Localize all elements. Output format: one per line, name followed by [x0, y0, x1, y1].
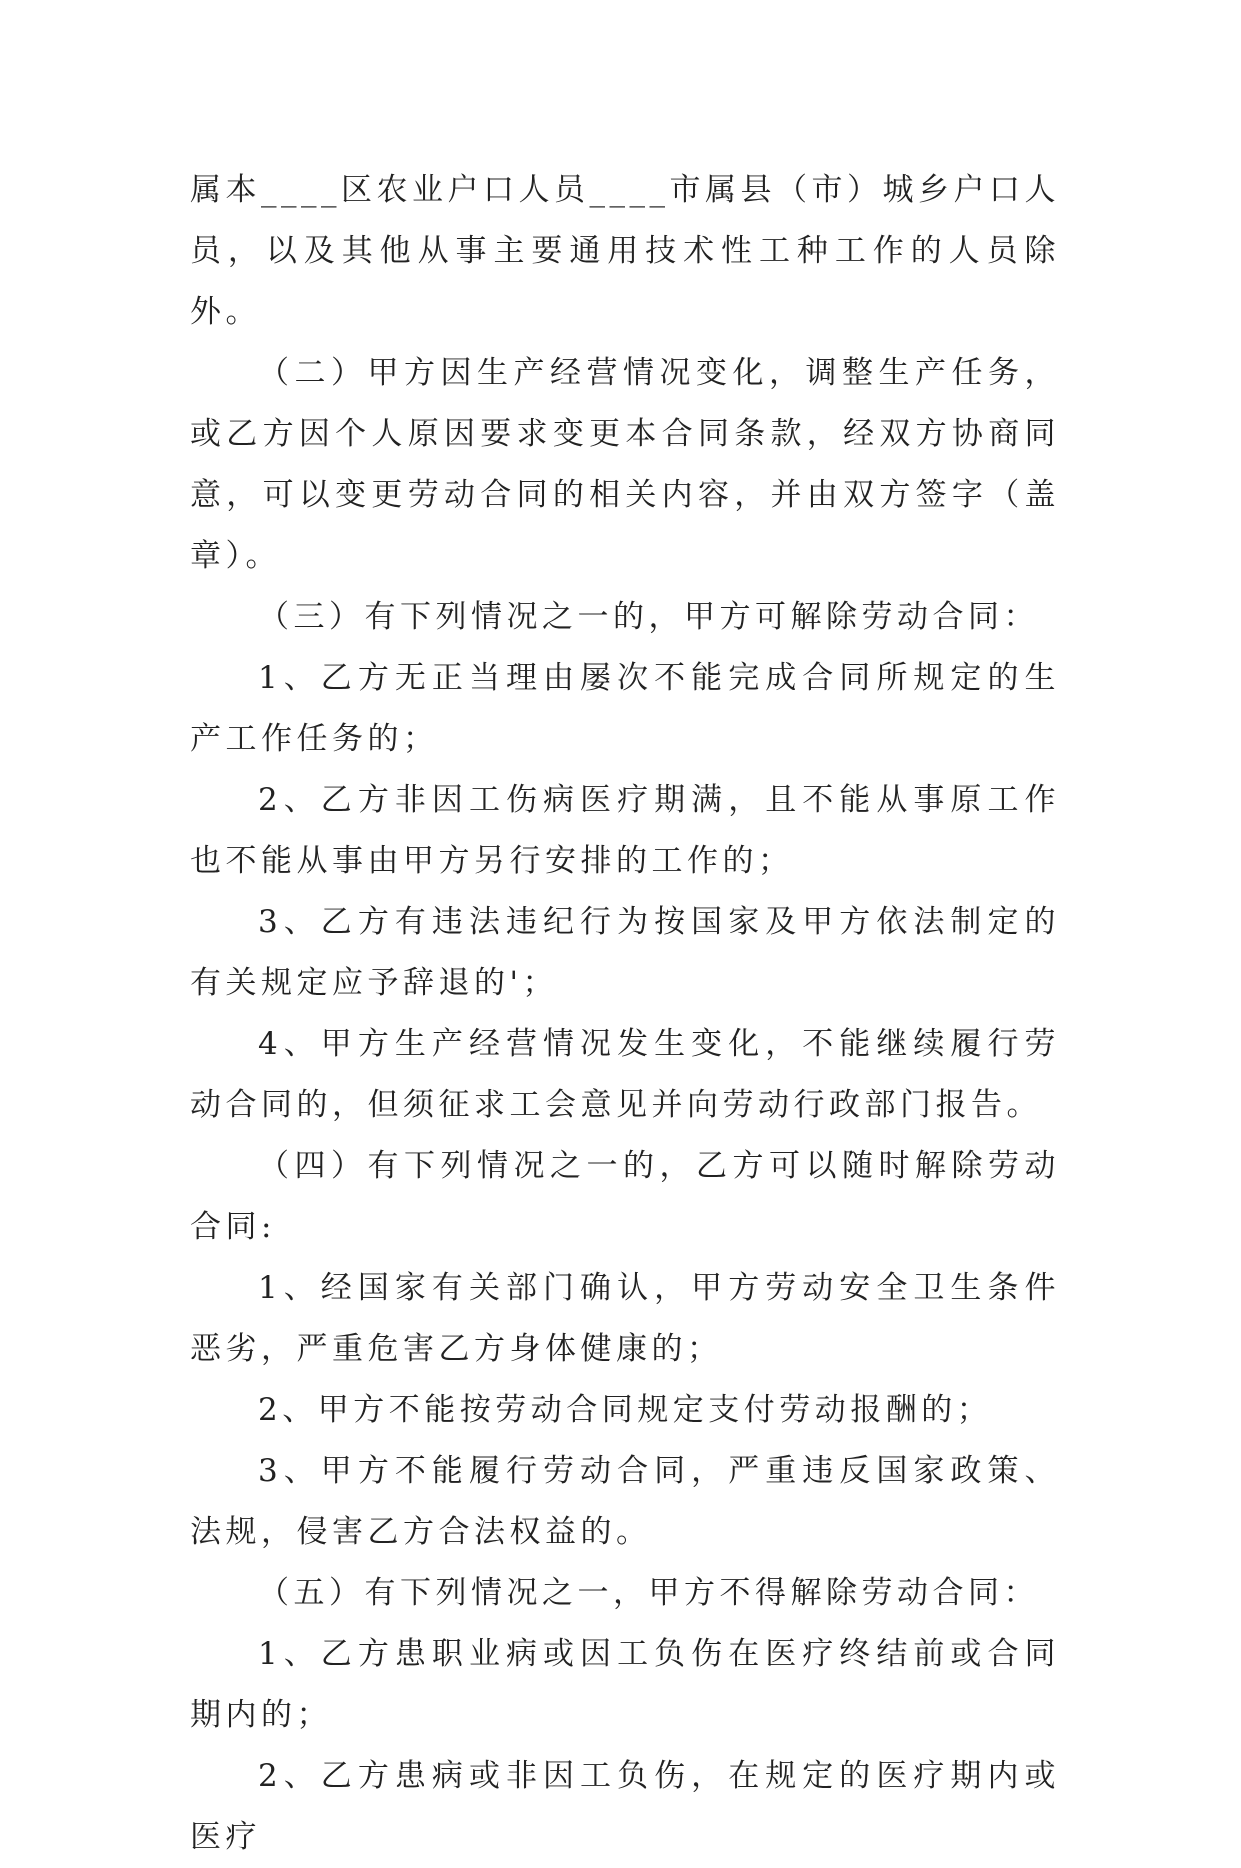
paragraph-clause-5-item-2: 2、乙方患病或非因工负伤，在规定的医疗期内或医疗	[190, 1758, 1060, 1855]
paragraph-clause-3-item-1: 1、乙方无正当理由屡次不能完成合同所规定的生产工作任务的；	[190, 660, 1060, 757]
paragraph-clause-4-item-2: 2、甲方不能按劳动合同规定支付劳动报酬的；	[258, 1392, 993, 1428]
document-body	[190, 160, 1060, 1868]
paragraph-clause-3: （三）有下列情况之一的，甲方可解除劳动合同：	[258, 599, 1039, 635]
paragraph-clause-3-item-3: 3、乙方有违法违纪行为按国家及甲方依法制定的有关规定应予辞退的'；	[190, 904, 1060, 1001]
paragraph-clause-5: （五）有下列情况之一，甲方不得解除劳动合同：	[258, 1575, 1039, 1611]
paragraph-clause-4-item-1: 1、经国家有关部门确认，甲方劳动安全卫生条件恶劣，严重危害乙方身体健康的；	[190, 1270, 1060, 1367]
paragraph-clause-5-item-1: 1、乙方患职业病或因工负伤在医疗终结前或合同期内的；	[190, 1636, 1060, 1733]
paragraph-clause-3-item-4: 4、甲方生产经营情况发生变化，不能继续履行劳动合同的，但须征求工会意见并向劳动行政部门报告。	[190, 1026, 1060, 1123]
paragraph-clause-2: （二）甲方因生产经营情况变化，调整生产任务，或乙方因个人原因要求变更本合同条款，经双方协商同意，可以变更劳动合同的相关内容，并由双方签字（盖章）。	[190, 355, 1060, 574]
paragraph-clause-3-item-2: 2、乙方非因工伤病医疗期满，且不能从事原工作也不能从事由甲方另行安排的工作的；	[190, 782, 1060, 879]
paragraph-continuation: 属本____区农业户口人员____市属县（市）城乡户口人员，以及其他从事主要通用技术性工种工作的人员除外。	[190, 172, 1060, 330]
paragraph-clause-4: （四）有下列情况之一的，乙方可以随时解除劳动合同:	[190, 1148, 1060, 1245]
paragraph-clause-4-item-3: 3、甲方不能履行劳动合同，严重违反国家政策、法规，侵害乙方合法权益的。	[190, 1453, 1060, 1550]
